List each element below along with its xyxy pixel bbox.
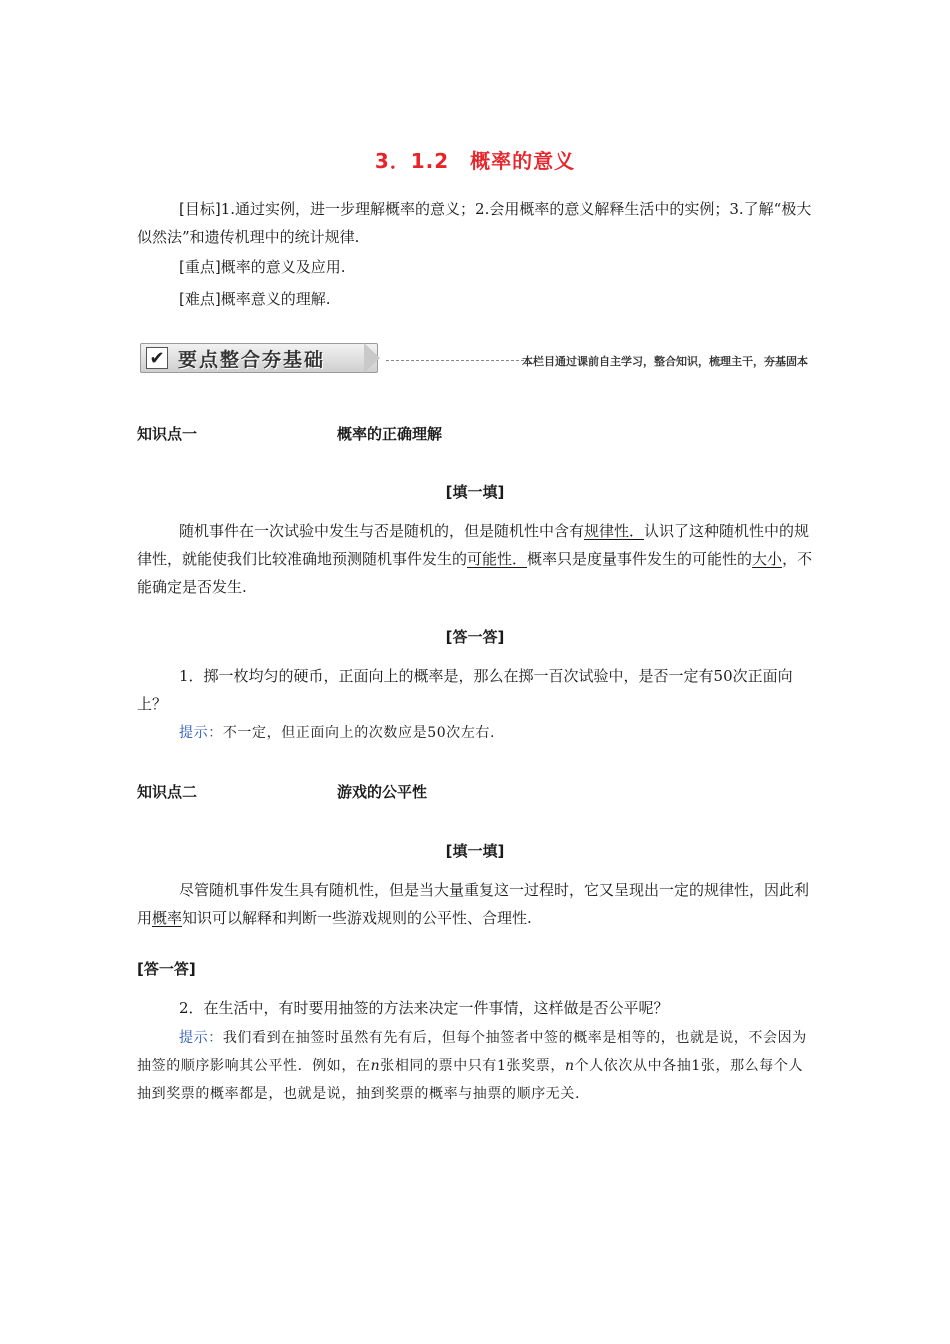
hint-text-1: 不一定，但正面向上的次数应是50次左右. <box>222 725 496 741</box>
knowledge-point-1-label: 知识点一 <box>137 425 198 443</box>
banner-note: 本栏目通过课前自主学习，整合知识，梳理主干，夯基固本 <box>522 355 808 368</box>
fill-text-1a: 随机事件在一次试验中发生与否是随机的，但是随机性中含有 <box>179 522 585 540</box>
hint-paragraph-2 <box>137 1024 817 1108</box>
hint-paragraph-1 <box>137 719 817 747</box>
fill-in-paragraph-1 <box>137 517 817 601</box>
knowledge-point-1-title: 概率的正确理解 <box>337 425 443 443</box>
fill-text-1b: 认识了这种随机性中的规律性，就能使我们比较准确地预测随机事件发生的 <box>137 522 810 568</box>
question-1: 1．掷一枚均匀的硬币，正面向上的概率是，那么在掷一百次试验中，是否一定有50次正面向上？ <box>137 667 793 713</box>
banner-arrow-decoration <box>364 343 380 373</box>
hint-var-n-2: n <box>564 1058 575 1074</box>
target-text: 1.通过实例，进一步理解概率的意义；2.会用概率的意义解释生活中的实例；3.了解“极大似然法”和遗传机理中的统计规律. <box>137 200 812 246</box>
banner-dashed-divider <box>386 360 524 361</box>
fill-answer-1: 规律性． <box>584 522 645 540</box>
hint-label-2: 提示： <box>179 1030 223 1046</box>
fill-in-paragraph-2 <box>137 876 817 932</box>
knowledge-point-2-label: 知识点二 <box>137 783 198 801</box>
fill-answer-4: 概率 <box>152 909 183 927</box>
target-tag: [目标] <box>179 200 221 218</box>
hint-label-1: 提示： <box>179 725 223 741</box>
target-paragraph <box>137 195 817 251</box>
hint-text-2b: 张相同的票中只有1张奖票， <box>380 1058 565 1074</box>
knowledge-point-2-title: 游戏的公平性 <box>337 783 428 801</box>
fill-answer-2: 可能性． <box>467 550 528 568</box>
checkmark-icon: ✔ <box>146 347 168 369</box>
key-paragraph <box>137 253 817 281</box>
fill-text-1c: 概率只是度量事件发生的可能性的 <box>527 550 753 568</box>
hint-text-2c: 个人依次从中各抽1张，那么每个人抽到奖票的概率都是，也就是说，抽到奖票的概率与抽票的顺序无关. <box>137 1058 804 1102</box>
fill-in-heading-2: [填一填] <box>445 842 505 860</box>
fill-text-1d: ，不能确定是否发生. <box>137 550 813 596</box>
banner-title: 要点整合夯基础 <box>178 349 326 371</box>
fill-answer-3: 大小 <box>752 550 783 568</box>
answer-heading-2: [答一答] <box>137 960 196 978</box>
fill-in-heading-1: [填一填] <box>445 483 505 501</box>
page-title: 3．1.2 概率的意义 <box>374 149 576 173</box>
hint-var-n-1: n <box>370 1058 381 1074</box>
fill-text-2b: 知识可以解释和判断一些游戏规则的公平性、合理性. <box>182 909 532 927</box>
answer-heading-1: [答一答] <box>445 628 505 646</box>
key-text: 概率的意义及应用. <box>220 258 346 276</box>
question-2: 2．在生活中，有时要用抽签的方法来决定一件事情，这样做是否公平呢？ <box>179 999 669 1017</box>
difficulty-tag: [难点] <box>179 290 221 308</box>
key-tag: [重点] <box>179 258 221 276</box>
difficulty-text: 概率意义的理解. <box>220 290 331 308</box>
fill-text-2a: 尽管随机事件发生具有随机性，但是当大量重复这一过程时，它又呈现出一定的规律性，因此利用 <box>137 881 810 927</box>
difficulty-paragraph <box>137 285 817 313</box>
section-banner <box>140 343 812 373</box>
hint-text-2a: 我们看到在抽签时虽然有先有后，但每个抽签者中签的概率是相等的，也就是说，不会因为抽签的顺序影响其公平性．例如，在 <box>137 1030 807 1074</box>
